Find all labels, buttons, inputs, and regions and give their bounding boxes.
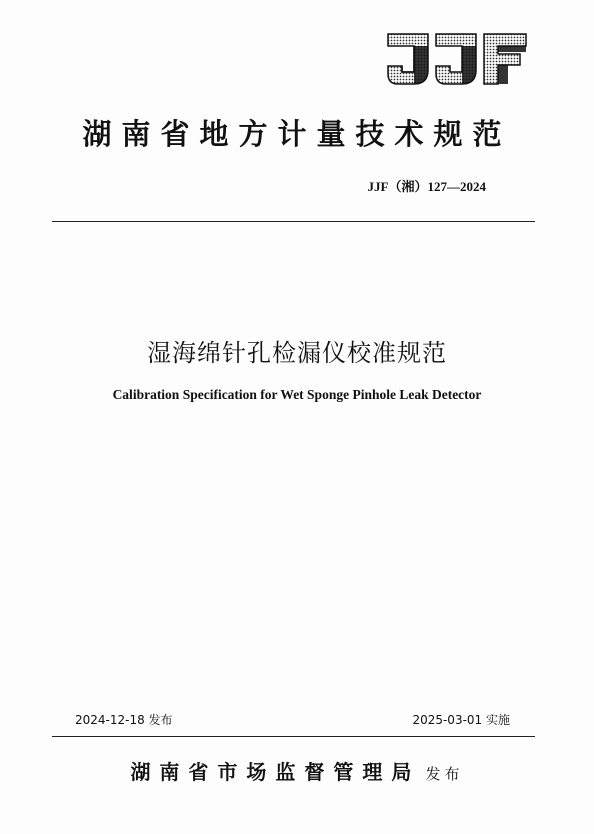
jjf-logo (384, 30, 530, 88)
publisher-suffix: 发布 (425, 765, 464, 783)
effective-date: 2025-03-01 实施 (412, 713, 510, 727)
document-title-chinese: 湿海绵针孔检漏仪校准规范 (147, 339, 447, 367)
series-title: 湖南省地方计量技术规范 (82, 117, 512, 151)
document-title-english: Calibration Specification for Wet Sponge Pinhole Leak Detector (112, 387, 482, 402)
document-number: JJF（湘）127—2024 (367, 179, 486, 194)
publisher-name: 湖南省市场监督管理局 (130, 760, 421, 784)
footer-divider (52, 736, 535, 737)
header-divider (52, 221, 535, 222)
publisher-line (0, 756, 594, 785)
issue-date: 2024-12-18 发布 (75, 713, 173, 727)
